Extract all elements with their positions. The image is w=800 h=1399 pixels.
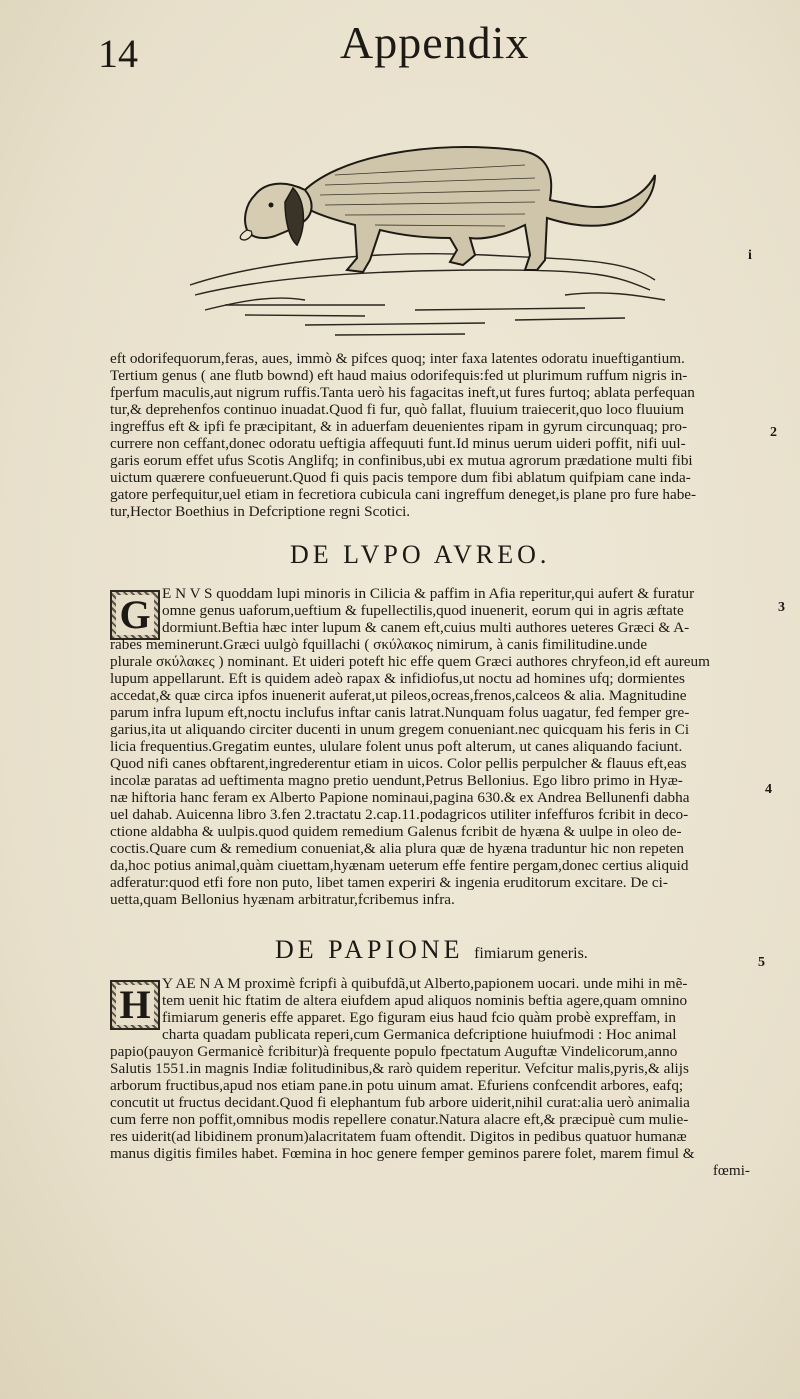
text-line: næ hiftoria hanc feram ex Alberto Papione nominaui,pagina 630.& ex Andrea Bellunenfi dabha xyxy=(110,789,690,806)
running-head: Appendix xyxy=(340,17,530,68)
text-line: concutit ut fructus decidant.Quod fi elephantum fub arbore uiderit,nihil curat:alia uerò animalia xyxy=(110,1094,690,1111)
text-line: licia frequentius.Gregatim euntes, ululare folent unus poft alterum, ut canes aliquando faciunt. xyxy=(110,738,683,755)
text-line: eft odorifequorum,feras, aues, immò & pifces quoq; inter faxa latentes odoratu inueftigantium. xyxy=(110,350,685,367)
text-line: Tertium genus ( ane flutb bownd) eft haud maius odorifequis:fed ut plurimum ruffum nigris in- xyxy=(110,367,688,384)
text-line: garius,ita ut aliquando circiter ducenti in unum gregem conueniant.nec quicquam his feris in Ci xyxy=(110,721,690,738)
margin-note: 4 xyxy=(765,782,772,797)
text-line: rabes meminerunt.Græci uulgò fquillachi ( σκύλακος nimirum, à canis fimilitudine.unde xyxy=(110,636,648,653)
text-line: tur,& deprehenfos continuo inuadat.Quod fi fur, quò fallat, fluuium traiecerit,quo loco fluuium xyxy=(110,401,685,418)
text-line: ingreffus eft & ipfi fe præcipitant, & in aduerfam deuenientes ripam in gyrum circunquaq; pro- xyxy=(110,418,688,435)
initial-letter: G xyxy=(116,595,153,635)
woodcut-dog-illustration xyxy=(185,110,675,350)
paragraph-hounds xyxy=(110,350,770,520)
text-line: uel dahab. Auicenna libro 3.fen 2.tractatu 2.cap.11.podagricos utiliter infeffuros fcribit in deco- xyxy=(110,806,689,823)
section-heading-papione xyxy=(275,935,588,965)
margin-note: i xyxy=(748,248,752,263)
text-line: uetta,quam Bellonius hyænam arbitratur,fcribemus infra. xyxy=(110,891,455,908)
text-line: adferatur:quod etfi fore non puto, libet tamen experiri & ingenia eruditorum excitare. De ci- xyxy=(110,874,668,891)
text-line: res uiderit(ad libidinem pronum)alacritatem fuam oftendit. Digitos in pedibus quatuor humanæ xyxy=(110,1128,687,1145)
text-line: papio(pauyon Germanicè fcribitur)à frequente populo fpectatum Auguftæ Vindelicorum,anno xyxy=(110,1043,678,1060)
catchword: fœmi- xyxy=(712,1162,750,1179)
heading-main: DE PAPIONE xyxy=(275,935,464,964)
text-line: plurale σκύλακες ) nominant. Et uideri poteft hic effe quem Græci authores chryfeon,id eft aureum xyxy=(110,653,710,670)
text-line: uictum quærere confueuerunt.Quod fi quis pacis tempore dum fibi ablatum quifpiam cane inda- xyxy=(110,469,691,486)
text-line: manus digitis fimiles habet. Fœmina in hoc genere femper geminos parere folet, marem fimul & xyxy=(110,1145,695,1162)
text-line: dormiunt.Beftia hæc inter lupum & canem eft,cuius multi authores ueteres Græci & A- xyxy=(162,619,690,636)
text-line: accedat,& quæ circa ipfos inuenerit auferat,ut pileos,ocreas,frenos,calceos & alia. Magnitudine xyxy=(110,687,687,704)
paragraph-papione xyxy=(110,975,770,1179)
initial-letter: H xyxy=(116,985,153,1025)
text-line: tur,Hector Boethius in Defcriptione regni Scotici. xyxy=(110,503,411,520)
text-line: gatore perfequitur,uel etiam in fecretiora cubicula cani ingreffum deneget,is plane pro fure habe- xyxy=(110,486,697,503)
heading-sub: fimiarum generis. xyxy=(474,945,588,962)
text-line: tem uenit hic ftatim de altera eiufdem apud aliquos nominis beftia agere,quam omnino xyxy=(162,992,688,1009)
text-line: Y AE N A M proximè fcripfi à quibufdã,ut Alberto,papionem uocari. unde mihi in mẽ- xyxy=(162,975,688,992)
text-line: incolæ paratas ad ueftimenta magno pretio uendunt,Petrus Bellonius. Ego libro primo in Hyæ- xyxy=(110,772,683,789)
text-line: currere non ceffant,donec odoratu ueftigia affequuti funt.Id minus uerum uideri poffit, nifi uul- xyxy=(110,435,686,452)
dog-body xyxy=(300,147,655,272)
margin-note: 2 xyxy=(770,425,777,440)
paragraph-lupo-aureo xyxy=(110,585,770,908)
text-line: da,hoc potius animal,quàm ciuettam,hyænam ueterum effe fentire pergam,donec certius aliquid xyxy=(110,857,689,874)
text-line: Quod nifi canes obftarent,ingrederentur etiam in uicos. Color pellis perpulcher & flauus eft,eas xyxy=(110,755,687,772)
page-number: 14 xyxy=(98,31,138,76)
text-line: omne genus uaforum,ueftium & fupellectilis,quod inuenerit, eorum qui in agris æftate xyxy=(162,602,684,619)
margin-note: 3 xyxy=(778,600,785,615)
text-line: cum ferre non poffit,omnibus modis repellere conatur.Natura alacre eft,& præcipuè cum mulie- xyxy=(110,1111,689,1128)
text-line: arborum fructibus,apud nos etiam pane.in potu uinum amat. Efuriens confcendit arbores, eafq; xyxy=(110,1077,684,1094)
text-line: charta quadam publicata reperi,cum Germanica defcriptione huiufmodi : Hoc animal xyxy=(162,1026,677,1043)
section-heading-lupo-aureo: DE LVPO AVREO. xyxy=(290,540,551,569)
margin-note: 5 xyxy=(758,955,765,970)
text-line: parum infra lupum eft,noctu inclufus inftar canis latrat.Nunquam folus uagatur, fed femper gre- xyxy=(110,704,690,721)
text-line: fperfum maculis,aut nigrum ruffis.Tanta uerò his fagacitas ineft,ut fures furtoq; ablata perfequan xyxy=(110,384,695,401)
text-line: Salutis 1551.in magnis Indiæ folitudinibus,& rarò quidem reperitur. Vefcitur malis,pyris,& alijs xyxy=(110,1060,689,1077)
text-line: coctis.Quare cum & remedium conueniat,& alia plura quæ de hyæna traduntur hic non repeten xyxy=(110,840,684,857)
text-line: E N V S quoddam lupi minoris in Cilicia & paffim in Afia reperitur,qui aufert & furatur xyxy=(162,585,695,602)
text-line: garis eorum effet ufus Scotis Anglifq; in confinibus,ubi ex mutua agrorum prædatione multi fibi xyxy=(110,452,693,469)
text-line: lupum appellarunt. Eft is quidem adeò rapax & infidiofus,ut noctu ad homines ufq; dormientes xyxy=(110,670,685,687)
text-line: ctione aldabha & uulpis.quod quidem remedium Galenus fcribit de hyæna & uulpe in oleo de- xyxy=(110,823,682,840)
text-line: fimiarum generis effe apparet. Ego figuram eius haud fcio quàm probè expreffam, in xyxy=(162,1009,676,1026)
